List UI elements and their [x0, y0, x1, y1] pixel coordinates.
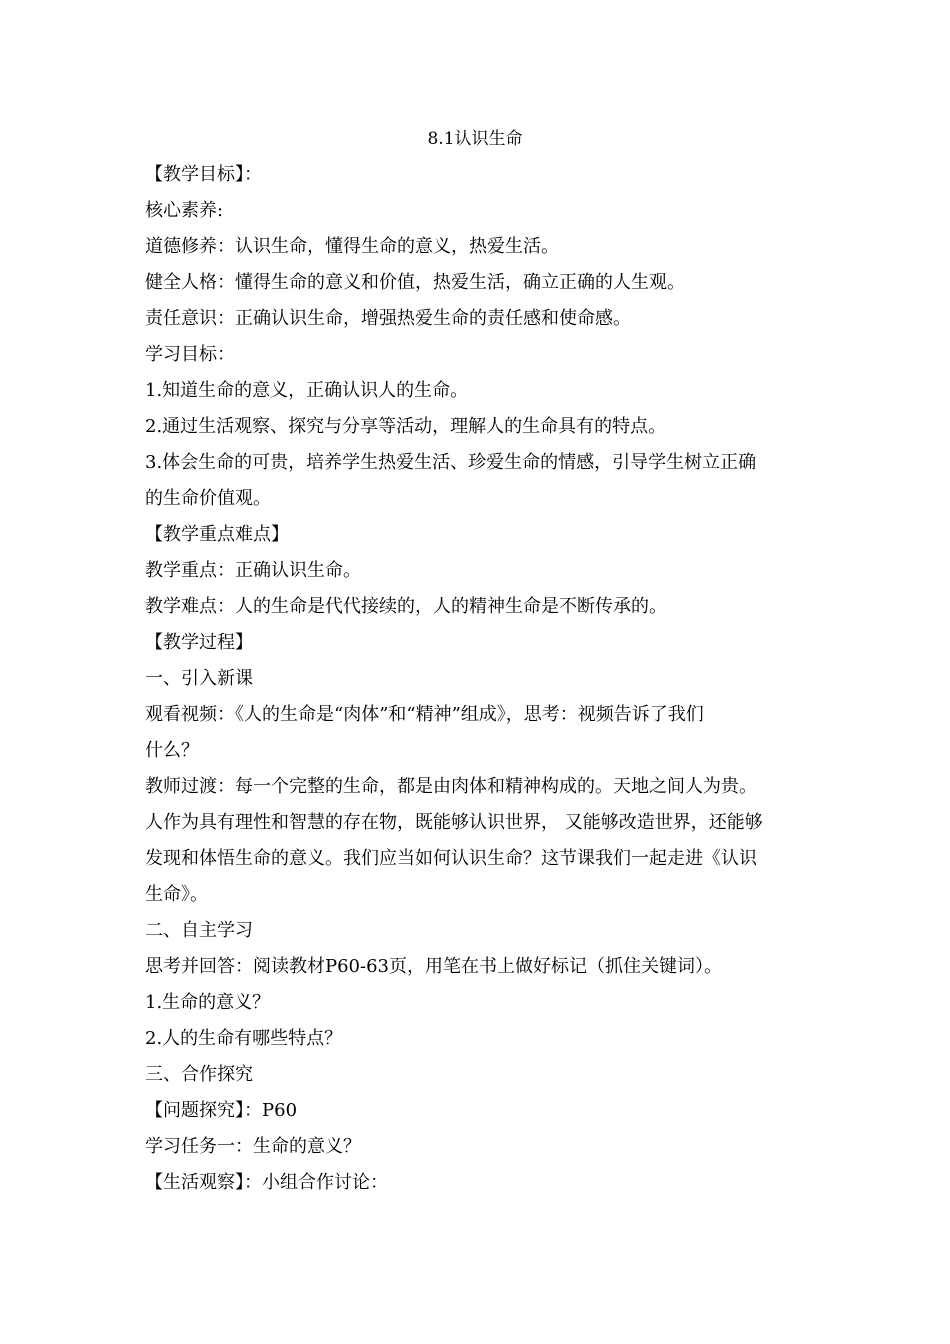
- learning-goals-label: 学习目标：: [145, 344, 235, 365]
- subsection-heading: 一、引入新课: [145, 668, 253, 689]
- document-title: 8.1认识生命: [427, 129, 523, 149]
- section-heading-teaching-process: 【教学过程】: [145, 632, 253, 653]
- list-item: 2.人的生命有哪些特点？: [145, 1028, 343, 1049]
- core-literacy-label: 核心素养:: [145, 200, 224, 221]
- subsection-heading: 三、合作探究: [145, 1064, 253, 1085]
- paragraph-line: 【生活观察】：小组合作讨论：: [145, 1172, 388, 1193]
- paragraph-line: 学习任务一：生命的意义？: [145, 1136, 361, 1157]
- paragraph-line: 生命》。: [145, 884, 208, 905]
- paragraph-line: 观看视频：《人的生命是“肉体”和“精神”组成》，思考：视频告诉了我们: [145, 704, 704, 725]
- paragraph-line: 教师过渡：每一个完整的生命，都是由肉体和精神构成的。天地之间人为贵。: [145, 776, 757, 797]
- paragraph-line: 教学难点：人的生命是代代接续的，人的精神生命是不断传承的。: [145, 596, 667, 617]
- paragraph-line: 健全人格：懂得生命的意义和价值，热爱生活，确立正确的人生观。: [145, 272, 685, 293]
- subsection-heading: 二、自主学习: [145, 920, 253, 941]
- paragraph-line: 人作为具有理性和智慧的存在物，既能够认识世界， 又能够改造世界，还能够: [145, 812, 763, 833]
- list-item-continued: 的生命价值观。: [145, 488, 271, 509]
- paragraph-line: 责任意识：正确认识生命，增强热爱生命的责任感和使命感。: [145, 308, 631, 329]
- paragraph-line: 【问题探究】：P60: [145, 1100, 298, 1121]
- list-item: 1.生命的意义？: [145, 992, 271, 1013]
- paragraph-line: 教学重点：正确认识生命。: [145, 560, 361, 581]
- paragraph-line: 什么？: [145, 740, 199, 761]
- paragraph-line: 道德修养：认识生命，懂得生命的意义，热爱生活。: [145, 236, 559, 257]
- paragraph-line: 思考并回答：阅读教材P60-63页，用笔在书上做好标记（抓住关键词）。: [145, 956, 722, 977]
- paragraph-line: 发现和体悟生命的意义。我们应当如何认识生命？这节课我们一起走进《认识: [145, 848, 757, 869]
- section-heading-key-points: 【教学重点难点】: [145, 524, 289, 545]
- document-body: [145, 157, 810, 1201]
- list-item: 1.知道生命的意义，正确认识人的生命。: [145, 380, 469, 401]
- list-item: 2.通过生活观察、探究与分享等活动，理解人的生命具有的特点。: [145, 416, 667, 437]
- list-item: 3.体会生命的可贵，培养学生热爱生活、珍爱生命的情感，引导学生树立正确: [145, 452, 757, 473]
- section-heading-teaching-goals: 【教学目标】：: [145, 164, 262, 185]
